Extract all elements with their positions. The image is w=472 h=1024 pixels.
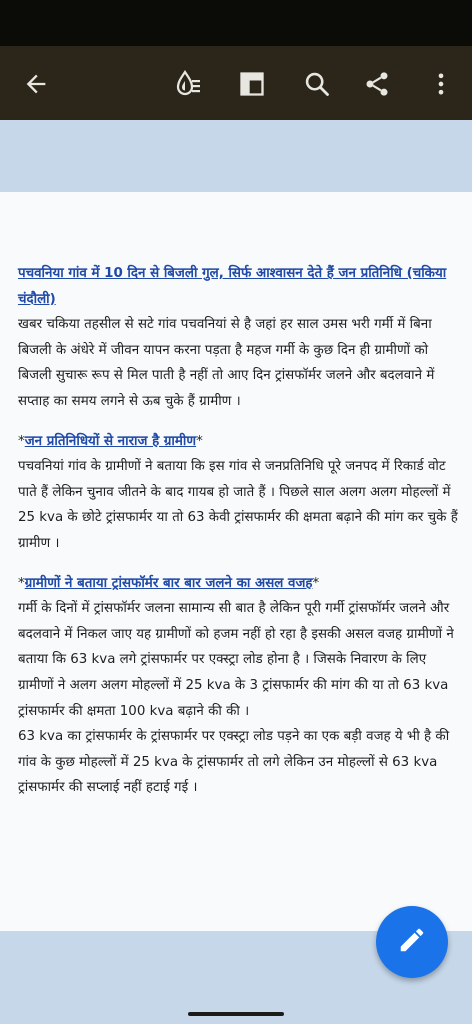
more-vertical-icon[interactable]	[421, 64, 461, 104]
article-heading-2: जन प्रतिनिधियों से नाराज है ग्रामीण	[24, 433, 197, 449]
gesture-handle[interactable]	[188, 1012, 284, 1016]
heading-3-suffix: *	[312, 575, 320, 591]
viewer-background-top	[0, 120, 472, 192]
article-paragraph-4: 63 kva का ट्रांसफार्मर के ट्रांसफार्मर पर एक्स्ट्रा लोड पड़ने का एक बड़ी वजह ये भी है की गांव के कुछ मोहल्लों में 25 kva के ट्रांसफार्मर तो लगे लेकिन उन मोहल्लों से 63 kva ट्रांसफार्मर की सप्लाई नहीं हटाई गई ।	[18, 729, 450, 796]
article-paragraph-1: खबर चकिया तहसील से सटे गांव पचवनियां से है जहां हर साल उमस भरी गर्मी में बिना बिजली के अंधेरे में जीवन यापन करना पड़ता है महज गर्मी के कुछ दिन ही ग्रामीणों को बिजली सुचारू रूप से मिल पाती है नहीं तो आए दिन ट्रांसफॉर्मर जलने और बदलवाने में सप्ताह का समय लगने से ऊब चुके हैं ग्रामीण ।	[18, 317, 435, 409]
article-heading-2-line	[18, 429, 458, 455]
heading-3-prefix: *	[18, 575, 25, 591]
share-icon[interactable]	[357, 64, 397, 104]
article-content	[18, 261, 458, 801]
article-heading-3-line	[18, 571, 458, 597]
heading-2-prefix: *	[18, 433, 25, 449]
edit-fab-button[interactable]	[376, 906, 448, 978]
edit-pencil-icon	[397, 925, 427, 959]
back-arrow-icon[interactable]	[16, 64, 56, 104]
heading-2-suffix: *	[196, 433, 203, 449]
search-icon[interactable]	[297, 64, 337, 104]
app-bar	[0, 46, 472, 120]
article-paragraph-3: गर्मी के दिनों में ट्रांसफॉर्मर जलना सामान्य सी बात है लेकिन पूरी गर्मी ट्रांसफॉर्मर जलने और बदलवाने में निकल जाए यह ग्रामीणों को हजम नहीं हो रहा है इसकी असल वजह ग्रामीणों ने बताया कि 63 kva लगे ट्रांसफार्मर पर एक्स्ट्रा लोड होना है । जिसके निवारण के लिए ग्रामीणों ने अलग अलग मोहल्लों में 25 kva के 3 ट्रांसफार्मर की मांग की या तो 63 kva ट्रांसफार्मर की क्षमता 100 kva बढ़ाने की की ।	[18, 601, 454, 719]
status-bar	[0, 0, 472, 46]
article-heading-1: पचवनिया गांव में 10 दिन से बिजली गुल, सिर्फ आश्वासन देते हैं जन प्रतिनिधि (चकिया चंदौली)	[18, 266, 447, 307]
article-paragraph-2: पचवनियां गांव के ग्रामीणों ने बताया कि इस गांव से जनप्रतिनिधि पूरे जनपद में रिकार्ड वोट पाते हैं लेकिन चुनाव जीतने के बाद गायब हो जाते हैं । पिछले साल अलग अलग मोहल्लों में 25 kva के छोटे ट्रांसफार्मर या तो 63 केवी ट्रांसफार्मर की क्षमता बढ़ाने की मांग कर चुके हैं ग्रामीण ।	[18, 459, 458, 551]
article-heading-3: ग्रामीणों ने बताया ट्रांसफॉर्मर बार बार जलने का असल वजह	[24, 575, 313, 591]
reading-mode-icon[interactable]	[169, 64, 209, 104]
page-layout-icon[interactable]	[232, 64, 272, 104]
